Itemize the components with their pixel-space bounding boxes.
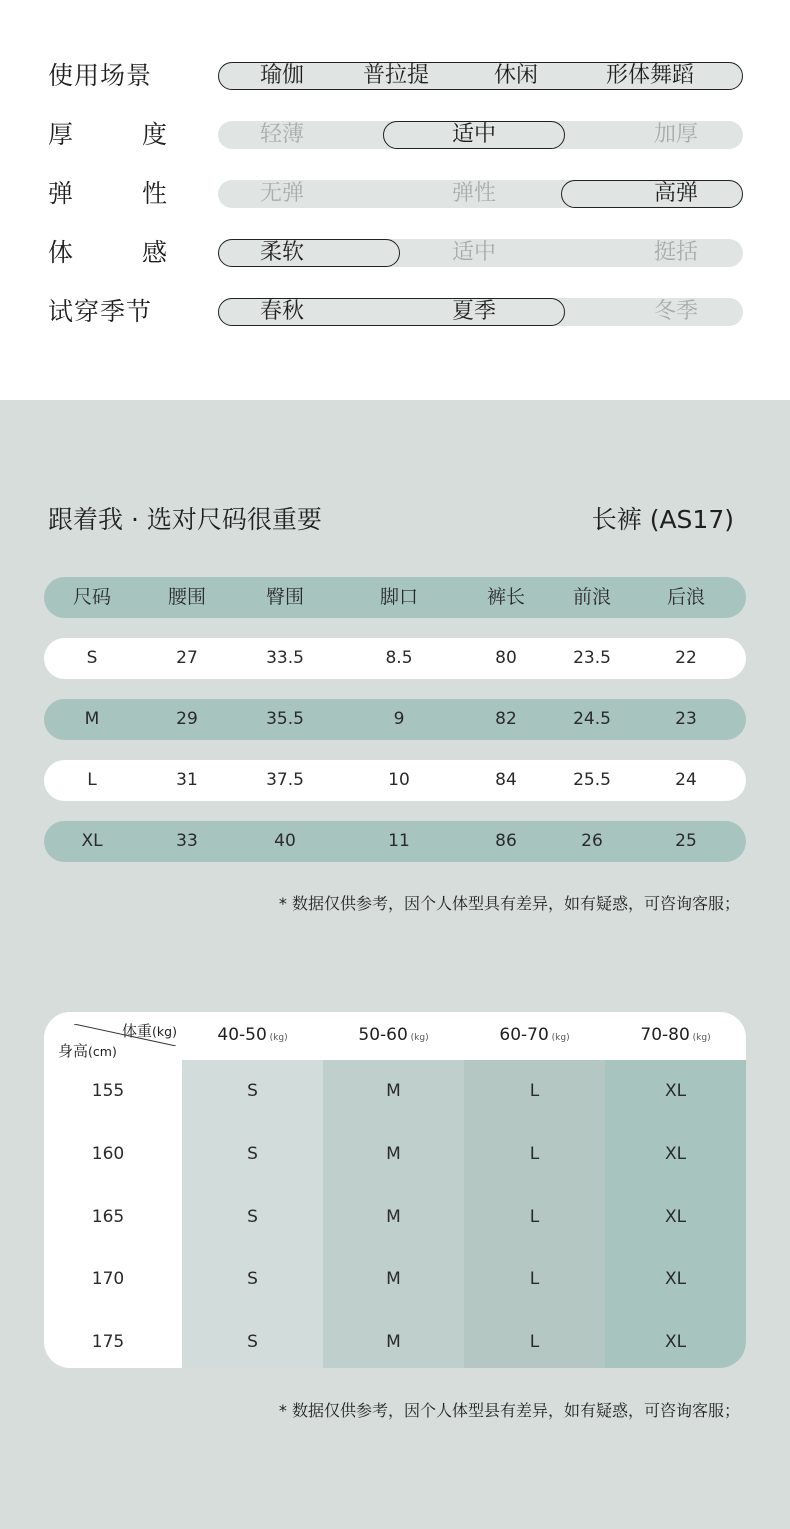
size-table-cell: 9 xyxy=(393,709,405,729)
recommended-size: L xyxy=(529,1081,540,1101)
size-table-cell: 24 xyxy=(675,770,697,790)
attr-track xyxy=(218,239,743,267)
size-table-cell: 11 xyxy=(388,831,410,851)
attributes-panel xyxy=(0,0,790,400)
weight-range-header xyxy=(358,1012,428,1060)
attr-label-char: 性 xyxy=(141,179,168,208)
corner-height-unit: (cm) xyxy=(88,1044,117,1059)
recommended-size: S xyxy=(247,1332,258,1353)
recommended-size: M xyxy=(386,1143,401,1164)
attr-option: 形体舞蹈 xyxy=(605,63,695,88)
size-table-cell: 25 xyxy=(675,831,697,851)
size-table-cell: 25.5 xyxy=(573,770,611,790)
corner-weight-label xyxy=(122,1020,177,1041)
size-table-cell: 24.5 xyxy=(573,709,611,729)
size-panel xyxy=(0,400,790,1529)
attr-row-thickness xyxy=(0,119,790,151)
size-table-cell: 29 xyxy=(176,709,198,729)
corner-height-text: 身高 xyxy=(58,1042,89,1060)
attr-row-elasticity xyxy=(0,178,790,210)
size-table-cell: L xyxy=(87,770,97,790)
weight-unit: (kg) xyxy=(266,1033,288,1043)
recommend-note: * 数据仅供参考，因个人体型县有差异，如有疑惑，可咨询客服； xyxy=(278,1401,740,1420)
attr-label xyxy=(48,178,168,210)
size-column-header: 腰围 xyxy=(167,586,207,608)
size-column-header: 脚口 xyxy=(379,586,419,608)
recommended-size: XL xyxy=(664,1206,687,1227)
attr-option: 高弹 xyxy=(653,181,699,206)
corner-weight-unit: (kg) xyxy=(152,1024,177,1039)
attr-option: 适中 xyxy=(451,122,497,147)
size-table-header xyxy=(44,577,746,618)
recommended-size: M xyxy=(386,1206,401,1227)
size-table-cell: 10 xyxy=(388,770,410,790)
recommended-size: XL xyxy=(664,1269,687,1290)
size-table-cell: 31 xyxy=(176,770,198,790)
recommended-size: S xyxy=(247,1081,258,1101)
size-table-cell: 8.5 xyxy=(385,648,413,668)
weight-range-header xyxy=(217,1012,287,1060)
attr-row-scene xyxy=(0,60,790,92)
attr-track xyxy=(218,121,743,149)
attr-track xyxy=(218,298,743,326)
size-note: * 数据仅供参考，因个人体型具有差异，如有疑惑，可咨询客服； xyxy=(278,894,740,913)
weight-range-header xyxy=(640,1012,710,1060)
recommended-size: L xyxy=(529,1269,540,1290)
size-table-row xyxy=(44,760,746,801)
product-name: 长裤 (AS17) xyxy=(591,505,734,534)
size-table-cell: 22 xyxy=(675,648,697,668)
size-table-cell: 84 xyxy=(495,770,517,790)
height-value: 155 xyxy=(91,1081,125,1101)
attr-option: 适中 xyxy=(451,240,497,265)
attr-option: 弹性 xyxy=(451,181,497,206)
size-table-cell: S xyxy=(86,648,98,668)
height-value: 175 xyxy=(91,1332,125,1353)
attr-label: 使用场景 xyxy=(48,61,153,90)
size-column-header: 尺码 xyxy=(72,586,112,608)
size-column-header: 裤长 xyxy=(486,586,526,608)
size-table-cell: 35.5 xyxy=(266,709,304,729)
attr-label-char: 体 xyxy=(48,238,75,267)
attr-selection xyxy=(561,180,743,208)
recommended-size: XL xyxy=(664,1143,687,1164)
weight-range-text: 60-70 xyxy=(499,1025,549,1045)
attr-label: 试穿季节 xyxy=(48,297,153,326)
attr-label-char: 感 xyxy=(141,238,168,267)
weight-range-text: 70-80 xyxy=(640,1025,690,1045)
size-table-cell: XL xyxy=(81,831,103,851)
size-column-header: 后浪 xyxy=(666,586,706,608)
attr-option: 休闲 xyxy=(493,63,539,88)
attr-option: 冬季 xyxy=(653,299,699,324)
corner-weight-text: 体重 xyxy=(122,1022,153,1040)
size-table-cell: 82 xyxy=(495,709,517,729)
attr-label xyxy=(48,237,168,269)
size-table-cell: M xyxy=(84,709,100,729)
recommended-size: XL xyxy=(664,1081,687,1101)
weight-range-text: 50-60 xyxy=(358,1025,408,1045)
size-table-cell: 26 xyxy=(581,831,603,851)
weight-range-text: 40-50 xyxy=(217,1025,267,1045)
height-value: 170 xyxy=(91,1269,125,1290)
size-guide-title: 跟着我 · 选对尺码很重要 xyxy=(48,505,322,534)
attr-option: 夏季 xyxy=(451,299,497,324)
recommended-size: S xyxy=(247,1206,258,1227)
size-table-cell: 27 xyxy=(176,648,198,668)
recommended-size: M xyxy=(386,1269,401,1290)
recommend-table xyxy=(44,1012,746,1368)
attr-option: 春秋 xyxy=(259,299,305,324)
recommended-size: M xyxy=(386,1332,401,1353)
height-value: 160 xyxy=(91,1143,125,1164)
attr-option: 普拉提 xyxy=(362,63,430,88)
corner-height-label xyxy=(58,1040,117,1061)
size-table-cell: 86 xyxy=(495,831,517,851)
size-column-header: 前浪 xyxy=(572,586,612,608)
recommended-size: M xyxy=(386,1081,401,1101)
attr-row-feel xyxy=(0,237,790,269)
attr-track xyxy=(218,62,743,90)
size-table-cell: 80 xyxy=(495,648,517,668)
weight-unit: (kg) xyxy=(689,1033,711,1043)
weight-unit: (kg) xyxy=(407,1033,429,1043)
attr-option: 挺括 xyxy=(653,240,699,265)
recommended-size: L xyxy=(529,1206,540,1227)
attr-label xyxy=(48,119,168,151)
recommended-size: S xyxy=(247,1269,258,1290)
size-table-cell: 37.5 xyxy=(266,770,304,790)
weight-range-header xyxy=(499,1012,569,1060)
size-table-cell: 23.5 xyxy=(573,648,611,668)
attr-selection xyxy=(218,239,400,267)
size-table-cell: 33.5 xyxy=(266,648,304,668)
recommended-size: S xyxy=(247,1143,258,1164)
attr-option: 柔软 xyxy=(259,240,305,265)
size-table-cell: 40 xyxy=(274,831,296,851)
weight-unit: (kg) xyxy=(548,1033,570,1043)
attr-option: 无弹 xyxy=(259,181,305,206)
size-table-row xyxy=(44,699,746,740)
recommended-size: L xyxy=(529,1332,540,1353)
size-table-cell: 33 xyxy=(176,831,198,851)
attr-option: 瑜伽 xyxy=(259,63,305,88)
recommended-size: XL xyxy=(664,1332,687,1353)
attr-track xyxy=(218,180,743,208)
size-table-row xyxy=(44,821,746,862)
size-column-header: 臀围 xyxy=(265,586,305,608)
attr-label-char: 弹 xyxy=(48,179,75,208)
height-value: 165 xyxy=(91,1206,125,1227)
attr-row-season xyxy=(0,296,790,328)
recommended-size: L xyxy=(529,1143,540,1164)
attr-option: 轻薄 xyxy=(259,122,305,147)
attr-label-char: 度 xyxy=(141,120,168,149)
size-table-row xyxy=(44,638,746,679)
attr-label-char: 厚 xyxy=(48,120,75,149)
attr-option: 加厚 xyxy=(653,122,699,147)
size-table-cell: 23 xyxy=(675,709,697,729)
